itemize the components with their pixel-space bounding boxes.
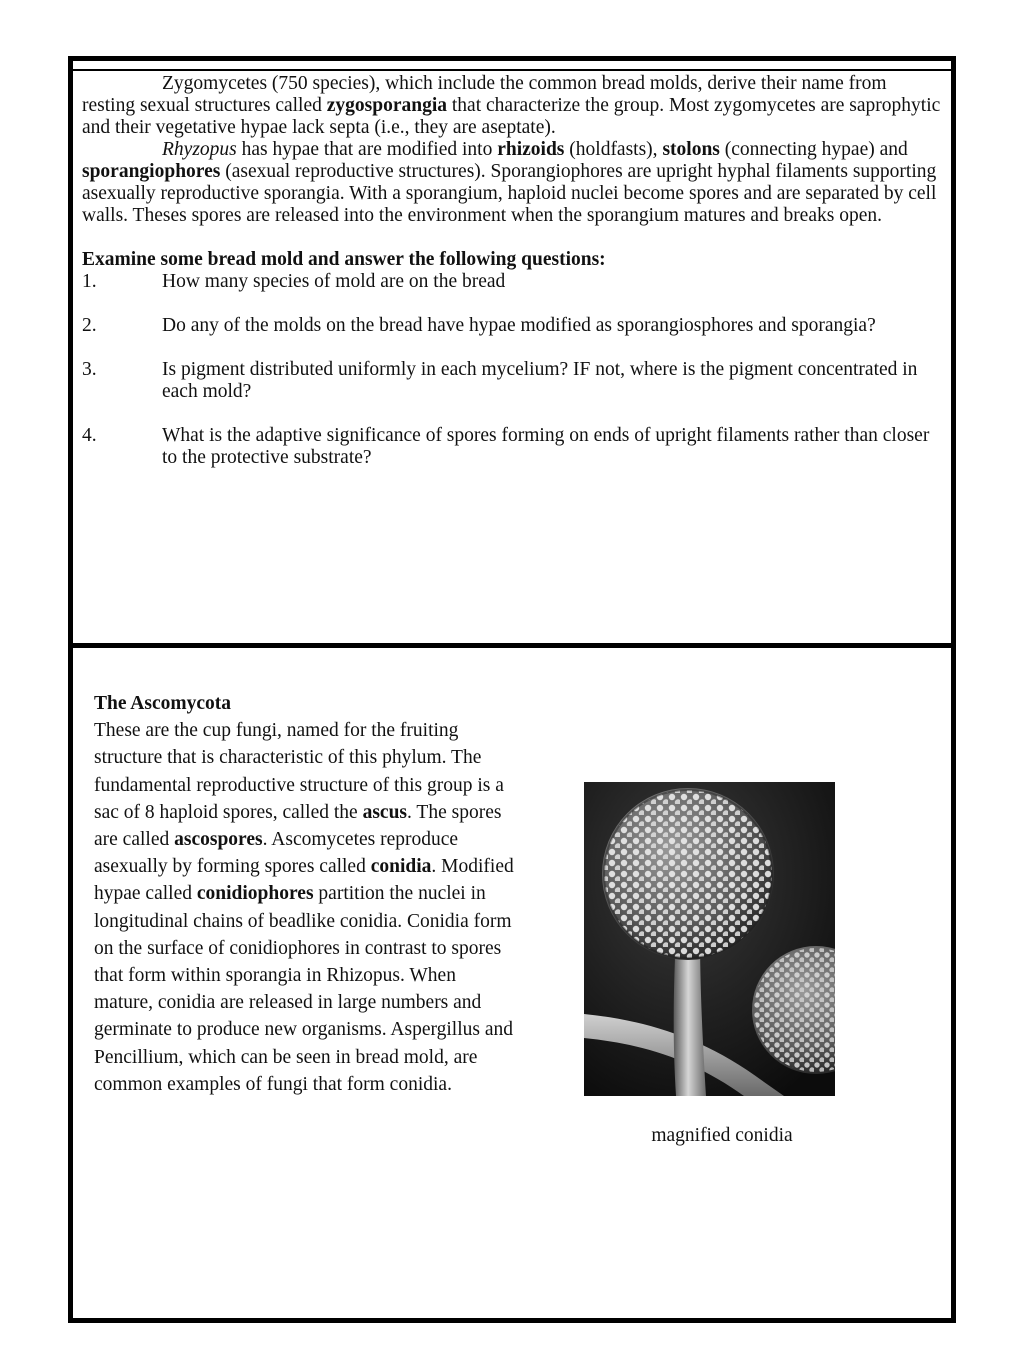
term-rhyzopus: Rhyzopus (162, 139, 237, 160)
term-ascus: ascus (362, 801, 408, 823)
zygomycetes-section (82, 73, 942, 469)
question-item: 2. Do any of the molds on the bread have hypae modified as sporangiosphores and sporangia? (82, 315, 876, 336)
zygomycetes-paragraph: Zygomycetes (750 species), which include the common bread molds, derive their name from resting sexual structures called zygosporangia that characterize the group. Most zygomycetes are saprophytic and their vegetative hypae lack septa (i.e., they are aseptate). (82, 73, 941, 138)
term-conidia: conidia (370, 856, 432, 878)
term-ascospores: ascospores (174, 829, 263, 851)
term-zygosporangia: zygosporangia (326, 95, 448, 116)
ascomycota-title: The Ascomycota (94, 693, 232, 714)
top-frame-double-line (73, 69, 951, 71)
term-conidiophores: conidiophores (196, 883, 314, 905)
term-rhizoids: rhizoids (497, 139, 565, 160)
exercise-heading: Examine some bread mold and answer the following questions: (82, 249, 606, 270)
figure-caption: magnified conidia (651, 1125, 793, 1146)
ascomycota-section (94, 690, 514, 1098)
rhyzopus-paragraph: Rhyzopus has hypae that are modified into rhizoids (holdfasts), stolons (connecting hypae) and sporangiophores (asexual reproductive structures). Sporangiophores are upright hyphal filaments supporting asexually reproductive sporangia. With a sporangium, haploid nuclei become spores and are separated by cell walls. Theses spores are released into the environment when the sporangium matures and breaks open. (82, 139, 937, 226)
question-item: 4. What is the adaptive significance of spores forming on ends of upright filaments rather than closer to the protective substrate? (82, 425, 930, 468)
question-item: 1. How many species of mold are on the bread (82, 271, 506, 292)
term-sporangiophores: sporangiophores (82, 161, 221, 182)
conidia-micrograph (584, 782, 835, 1096)
term-stolons: stolons (662, 139, 720, 160)
question-item: 3. Is pigment distributed uniformly in each mycelium? IF not, where is the pigment concentrated in each mold? (82, 359, 918, 402)
ascomycota-paragraph: These are the cup fungi, named for the fruiting structure that is characteristic of this phylum. The fundamental reproductive structure of this group is a sac of 8 haploid spores, called the ascus. The spores are called ascospores. Ascomycetes reproduce asexually by forming spores called conidia. Modified hypae called conidiophores partition the nuclei in longitudinal chains of beadlike conidia. Conidia form on the surface of conidiophores in contrast to spores that form within sporangia in Rhizopus. When mature, conidia are released in large numbers and germinate to produce new organisms. Aspergillus and Pencillium, which can be seen in bread mold, are common examples of fungi that form conidia. (94, 720, 514, 1095)
